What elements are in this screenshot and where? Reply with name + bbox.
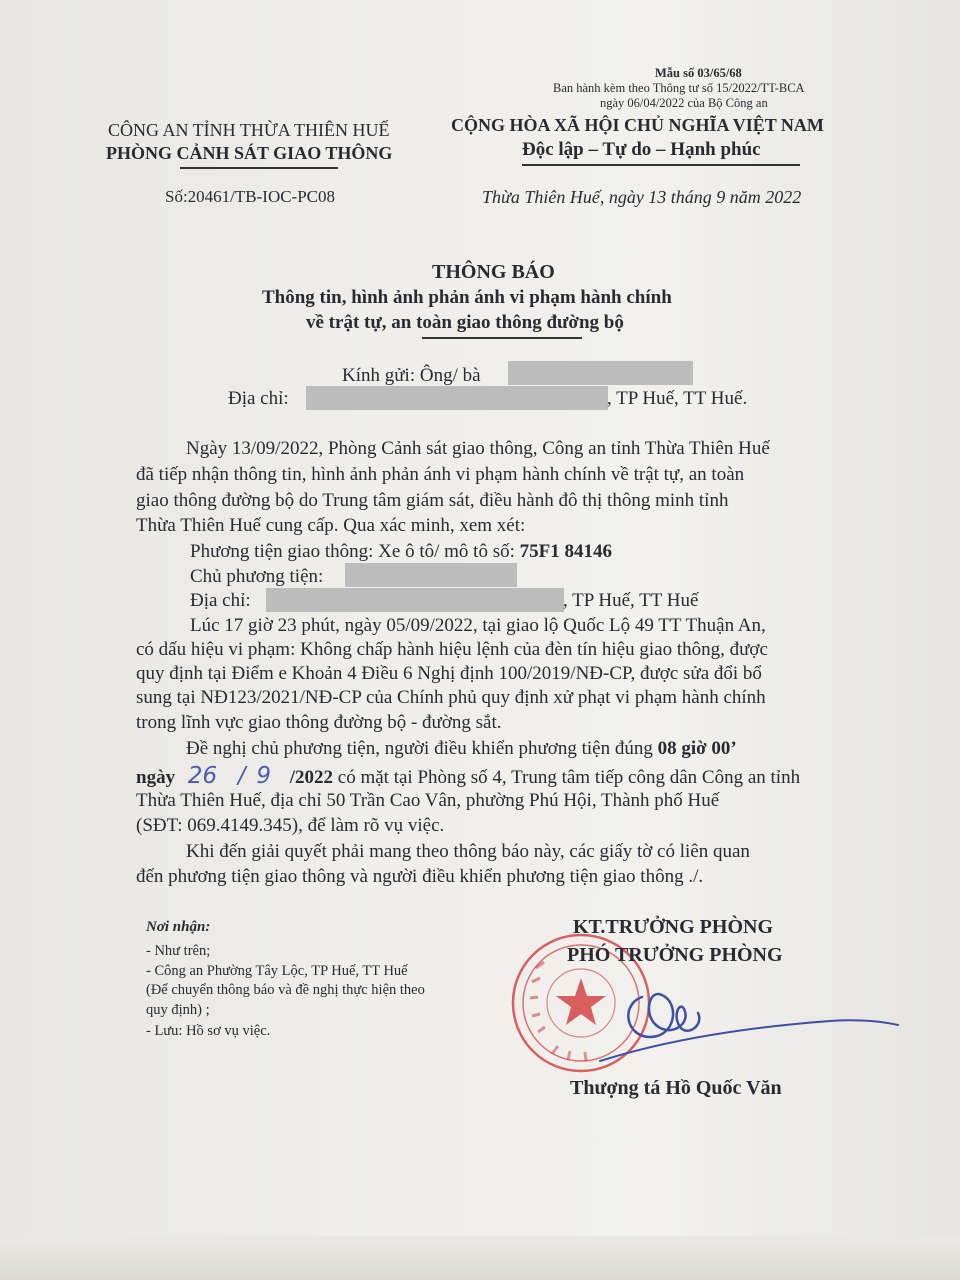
handwritten-slash: /	[237, 763, 246, 789]
handwritten-month: 9	[256, 763, 271, 789]
handwritten-day: 26	[187, 763, 218, 789]
signature-title-2: PHÓ TRƯỞNG PHÒNG	[567, 944, 783, 966]
owner-label: Chủ phương tiện:	[190, 566, 324, 587]
form-number: Mẫu số 03/65/68	[655, 66, 742, 80]
paragraph-3-line-1	[186, 739, 737, 758]
vehicle-label: Phương tiện giao thông: Xe ô tô/ mô tô số:	[190, 541, 520, 562]
paragraph-2-line: trong lĩnh vực giao thông đường bộ - đường sắt.	[136, 712, 502, 733]
form-issued-with: Ban hành kèm theo Thông tư số 15/2022/TT-BCA	[553, 81, 805, 95]
paragraph-2-line: sung tại NĐ123/2021/NĐ-CP của Chính phủ quy định xử phạt vi phạm hành chính	[136, 687, 766, 708]
paragraph-1-line: Thừa Thiên Huế cung cấp. Qua xác minh, xem xét:	[136, 515, 526, 536]
paragraph-1-line: Ngày 13/09/2022, Phòng Cảnh sát giao thông, Công an tỉnh Thừa Thiên Huế	[186, 438, 770, 459]
paragraph-2-line: Lúc 17 giờ 23 phút, ngày 05/09/2022, tại giao lộ Quốc Lộ 49 TT Thuận An,	[190, 615, 766, 636]
redacted-owner-address	[266, 588, 564, 612]
recipients-item: - Công an Phường Tây Lộc, TP Huế, TT Huế	[146, 963, 408, 979]
subtitle-line-2: về trật tự, an toàn giao thông đường bộ	[306, 312, 624, 333]
recipients-item: (Để chuyển thông báo và đề nghị thực hiện theo	[146, 982, 425, 998]
paragraph-3-text: có mặt tại Phòng số 4, Trung tâm tiếp công dân Công an tỉnh	[333, 767, 801, 788]
paragraph-4-line: Khi đến giải quyết phải mang theo thông báo này, các giấy tờ có liên quan	[186, 841, 750, 862]
appointment-time: 08 giờ 00’	[657, 738, 737, 759]
recipient-address-label: Địa chỉ:	[228, 388, 289, 409]
document-title: THÔNG BÁO	[432, 261, 555, 283]
recipients-item: quy định) ;	[146, 1002, 210, 1018]
owner-address-label: Địa chỉ:	[190, 590, 251, 611]
recipient-greeting: Kính gửi: Ông/ bà	[342, 365, 481, 386]
paragraph-1-line: giao thông đường bộ do Trung tâm giám sát, điều hành đô thị thông minh tỉnh	[136, 490, 729, 511]
vehicle-line	[190, 542, 612, 561]
subtitle-line-1: Thông tin, hình ảnh phản ánh vi phạm hành chính	[262, 287, 672, 308]
recipients-item: - Lưu: Hồ sơ vụ việc.	[146, 1023, 271, 1039]
paragraph-2-line: có dấu hiệu vi phạm: Không chấp hành hiệu lệnh của đèn tín hiệu giao thông, được	[136, 639, 768, 660]
appointment-year: /2022	[289, 767, 334, 788]
owner-address-tail: , TP Huế, TT Huế	[563, 590, 699, 611]
paragraph-4-line: đến phương tiện giao thông và người điều khiển phương tiện giao thông ./.	[136, 866, 704, 887]
recipients-item: - Như trên;	[146, 943, 211, 959]
handwritten-signature-icon	[580, 975, 910, 1075]
place-date: Thừa Thiên Huế, ngày 13 tháng 9 năm 2022	[482, 187, 802, 207]
signature-title-1: KT.TRƯỞNG PHÒNG	[573, 916, 773, 938]
form-issued-date: ngày 06/04/2022 của Bộ Công an	[600, 96, 768, 110]
paragraph-1-line: đã tiếp nhận thông tin, hình ảnh phản ánh vi phạm hành chính về trật tự, an toàn	[136, 464, 745, 485]
motto-underline	[522, 164, 800, 166]
paragraph-3-line: Thừa Thiên Huế, địa chỉ 50 Trần Cao Vân, phường Phú Hội, Thành phố Huế	[136, 790, 720, 811]
license-plate: 75F1 84146	[519, 541, 612, 562]
page-fold-shadow	[0, 1236, 960, 1280]
paragraph-3-text: Đề nghị chủ phương tiện, người điều khiển phương tiện đúng	[186, 738, 658, 759]
nation-motto: Độc lập – Tự do – Hạnh phúc	[522, 139, 761, 160]
nation-name: CỘNG HÒA XÃ HỘI CHỦ NGHĨA VIỆT NAM	[451, 115, 824, 135]
redacted-recipient-address	[306, 386, 608, 410]
day-label: ngày	[136, 767, 176, 788]
recipient-address-tail: , TP Huế, TT Huế.	[607, 388, 748, 409]
redacted-recipient-name	[508, 361, 693, 385]
recipients-heading: Nơi nhận:	[146, 919, 211, 935]
title-underline	[422, 337, 582, 339]
paragraph-3-line-2	[136, 765, 800, 788]
issuer-agency: CÔNG AN TỈNH THỪA THIÊN HUẾ	[108, 120, 390, 140]
department-underline	[180, 167, 338, 169]
issuer-department: PHÒNG CẢNH SÁT GIAO THÔNG	[106, 143, 393, 163]
signer-name: Thượng tá Hồ Quốc Văn	[570, 1077, 782, 1099]
paragraph-2-line: quy định tại Điểm e Khoản 4 Điều 6 Nghị định 100/2019/NĐ-CP, được sửa đổi bổ	[136, 663, 762, 684]
document-number: Số:20461/TB-IOC-PC08	[165, 187, 336, 206]
paragraph-3-line: (SĐT: 069.4149.345), để làm rõ vụ việc.	[136, 815, 445, 836]
redacted-owner-name	[345, 563, 517, 587]
